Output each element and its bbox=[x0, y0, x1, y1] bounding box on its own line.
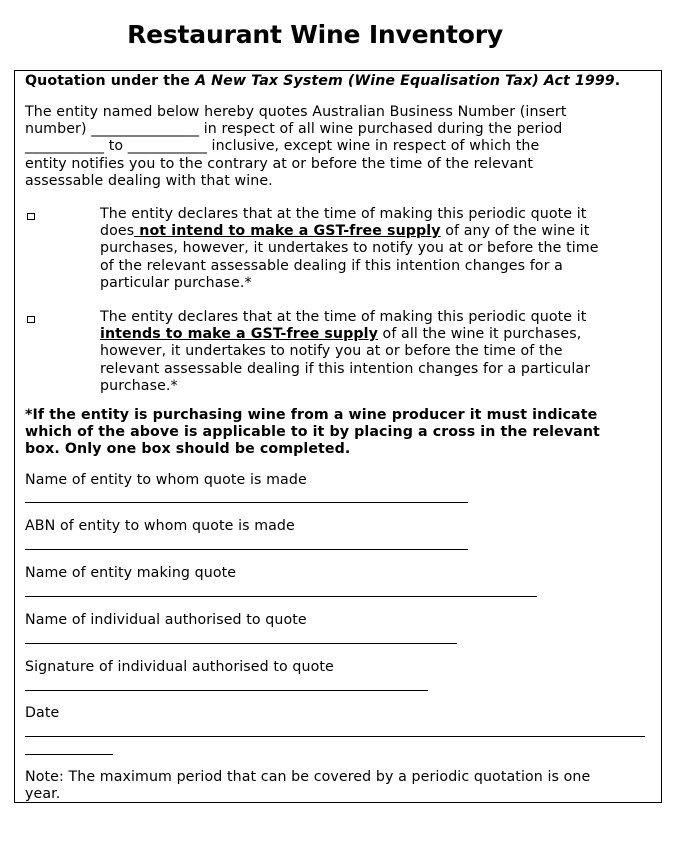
intro-line: The entity named below hereby quotes Australian Business Number (insert bbox=[25, 104, 567, 120]
option-emphasis: not intend to make a GST-free supply bbox=[134, 223, 441, 240]
checkbox-not-intend[interactable] bbox=[27, 213, 35, 220]
quoting-entity-label: Name of entity making quote bbox=[25, 565, 237, 581]
option-line: The entity declares that at the time of making this periodic quote it bbox=[100, 309, 587, 325]
date-label: Date bbox=[25, 705, 60, 721]
option-line: purchase.* bbox=[100, 377, 178, 394]
option-emphasis: intends to make a GST-free supply bbox=[100, 326, 378, 343]
quoting-entity-field[interactable] bbox=[25, 596, 537, 597]
quotation-heading-suffix: . bbox=[614, 73, 621, 89]
recipient-name-label: Name of entity to whom quote is made bbox=[25, 472, 307, 488]
checkbox-intend[interactable] bbox=[27, 316, 35, 323]
note bbox=[25, 769, 590, 803]
footnote-line: which of the above is applicable to it by placing a cross in the relevant bbox=[25, 424, 600, 441]
recipient-abn-label: ABN of entity to whom quote is made bbox=[25, 518, 295, 534]
option-line-post: of all the wine it purchases, bbox=[377, 326, 582, 343]
option-not-intend-text bbox=[100, 206, 599, 292]
quotation-form bbox=[14, 70, 662, 803]
option-line: particular purchase.* bbox=[100, 274, 252, 291]
option-line: relevant assessable dealing if this intention changes for a particular bbox=[100, 360, 591, 377]
option-line: purchases, however, it undertakes to notify you at or before the time bbox=[100, 240, 599, 257]
option-line-post: of any of the wine it bbox=[440, 223, 590, 240]
intro-paragraph bbox=[25, 104, 566, 190]
date-field-continuation[interactable] bbox=[25, 754, 113, 755]
recipient-name-field[interactable] bbox=[25, 502, 468, 503]
footnote-line: *If the entity is purchasing wine from a wine producer it must indicate bbox=[25, 407, 598, 423]
intro-line: number) _______________ in respect of all wine purchased during the period bbox=[25, 121, 563, 138]
quotation-heading bbox=[25, 73, 620, 90]
note-line: Note: The maximum period that can be covered by a periodic quotation is one bbox=[25, 769, 591, 785]
intro-line: assessable dealing with that wine. bbox=[25, 172, 273, 189]
date-field[interactable] bbox=[25, 736, 645, 737]
signature-label: Signature of individual authorised to quote bbox=[25, 659, 334, 675]
signature-field[interactable] bbox=[25, 690, 428, 691]
act-name: A New Tax System (Wine Equalisation Tax) Act 1999 bbox=[195, 73, 615, 89]
option-line: The entity declares that at the time of making this periodic quote it bbox=[100, 206, 587, 222]
option-line-pre: does bbox=[100, 223, 135, 240]
option-intend-text bbox=[100, 309, 590, 395]
quotation-heading-prefix: Quotation under the bbox=[25, 73, 196, 89]
page-title: Restaurant Wine Inventory bbox=[127, 20, 503, 49]
note-line: year. bbox=[25, 786, 61, 803]
option-line bbox=[100, 326, 590, 343]
option-line: of the relevant assessable dealing if this intention changes for a bbox=[100, 257, 563, 274]
recipient-abn-field[interactable] bbox=[25, 549, 468, 550]
intro-line: entity notifies you to the contrary at or before the time of the relevant bbox=[25, 155, 534, 172]
authorised-name-field[interactable] bbox=[25, 643, 457, 644]
option-line: however, it undertakes to notify you at or before the time of the bbox=[100, 343, 563, 360]
option-line bbox=[100, 223, 599, 240]
footnote-line: box. Only one box should be completed. bbox=[25, 441, 351, 458]
authorised-name-label: Name of individual authorised to quote bbox=[25, 612, 307, 628]
footnote bbox=[25, 407, 600, 459]
intro-line: ___________ to ___________ inclusive, except wine in respect of which the bbox=[25, 138, 540, 155]
